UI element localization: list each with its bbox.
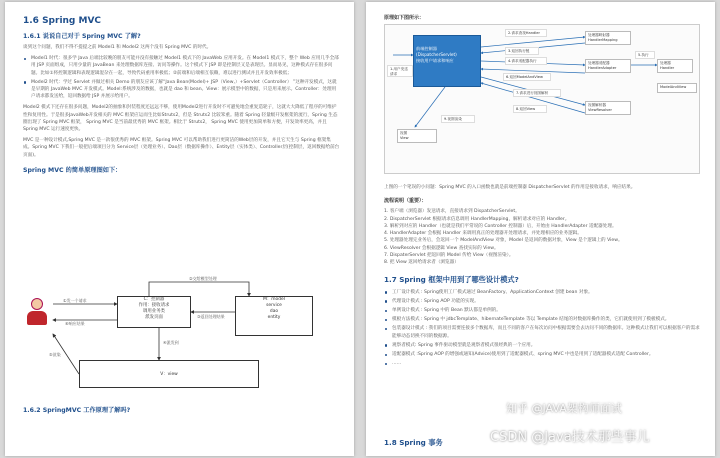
list-item: 8. 把 View 返回给请求者（浏览器） [384,260,459,266]
patterns-list [384,289,704,368]
user-avatar-icon [25,298,49,328]
csdn-watermark: CSDN @Java技术那些事儿 [490,430,650,445]
paragraph: Model2 模式下还存在很多问题，Model2的抽象和封装程度还远远不够，使用Model2进行开发时不可避免地会重复造轮子，这就大大降低了程序的可维护性和复用性。于是很多JavaWeb开发相关的 MVC 框架应运而生比如Struts2，但是 Struts2 比较笨重。随着 Spring 轻量级开发框架的流行，Spring 生态圈出现了 Spring MVC 框架， Spring MVC 是当前最优秀的 MVC 框架。相比于 Struts2， Spring MVC 使用更加简单和方便，开发效率更高，并且 Spring MVC 运行速度更快。 [23,105,338,133]
question-heading: 1.6.1 说说自己对于 Spring MVC 了解? [23,33,141,40]
list-item: 6. ViewResolver 会根据逻辑 View 查找实际的 View。 [384,245,499,251]
list-item: 单例设计模式 : Spring 中的 Bean 默认都是单例的。 [384,307,704,314]
right-page [366,2,715,456]
step-note-4: 4.请求适配器执行 [505,57,547,65]
list-item: 7. DispaterServlet 把返回的 Model 传给 View（视图渲染）。 [384,252,514,258]
list-item: …… [384,360,704,367]
list-item: 2. DispatcherServlet 根据请求信息调用 HandlerMapping，解析请求对应的 Handler。 [384,216,570,222]
label-return: ③返回处理结果 [197,314,225,319]
step-note-2: 2.请求查找Handler [505,29,547,37]
label-dispatch: ④派发到 [163,340,179,345]
label-request: ①发一个请求 [63,298,87,303]
list-item: 工厂设计模式 : Spring使用工厂模式通过 BeanFactory、ApplicationContext 创建 bean 对象。 [384,289,704,296]
step-note-6: 6.返回ModelAndView [503,73,551,81]
step-note-5: 5.执行 [635,51,655,59]
step-note-9: 9.视图渲染 [441,115,475,123]
list-item: 模板方法模式 : Spring 中 jdbcTemplate、hibernateTemplate 等以 Template 结尾的对数据库操作的类，它们就使用到了模板模式。 [384,316,704,323]
step-note-3: 3.返回执行链 [505,47,539,55]
handler-mapping-box: 处理器映射器 HandlerMapping [585,31,631,45]
handler-box: 处理器 Handler [657,59,693,73]
list-item: 适配器模式 :Spring AOP 的增强或通知(Advice)使用到了适配器模式、spring MVC 中也是用到了适配器模式适配 Controller。 [384,351,704,358]
view-box: 视图 View [397,129,437,143]
handler-adapter-box: 处理器适配器 HandlerAdapter [585,59,631,73]
patterns-heading: 1.7 Spring 框架中用到了哪些设计模式? [384,274,519,284]
next-question-heading: 1.6.2 SpringMVC 工作原理了解吗? [23,407,131,414]
view-resolver-box: 视图解析器 ViewResolver [585,101,631,115]
step-note-1: 1.用户发送请求 [387,65,413,77]
list-item: 观察者模式: Spring 事件驱动模型就是观察者模式很经典的一个应用。 [384,342,704,349]
step-note-7: 7.请求进行视图解析 [513,89,561,97]
figure-caption: 上图的一个笔误的小问题：Spring MVC 的入口函数也就是前端控制器 DispatcherServlet 的作用是接收请求，响应结果。 [384,185,636,190]
step-note-8: 8.返回View [513,105,547,113]
view-box: V：view [79,360,259,388]
mvc-diagram [19,274,341,392]
list-item: 包装器设计模式 : 我们的项目需要连接多个数据库，而且不同的客户在每次访问中根据需要会去访问不同的数据库。这种模式让我们可以根据客户的需求能够动态切换不同的数据源。 [384,325,704,339]
label-render: ⑤渲染 [49,352,61,357]
label-call-model: ②交给模型处理 [189,276,217,281]
section-heading-spring-mvc: 1.6 Spring MVC [23,16,102,26]
list-item: 3. 解析到对应的 Handler（也就是我们平常说的 Controller 控制器）后，开始由 HandlerAdapter 适配器处理。 [384,223,617,229]
list-item: 1. 客户端（浏览器）发送请求，直接请求到 DispatcherServlet。 [384,209,520,215]
transaction-heading: 1.8 Spring 事务 [384,438,443,447]
controller-box: C：控制器 作用：接收请求 调用业务类 派发页面 [117,296,191,328]
intro-paragraph: 谈到这个问题，我们不得不提提之前 Model1 和 Model2 这两个没有 Spring MVC 的时代。 [23,45,212,50]
model-era-list [23,55,340,100]
dispatcher-flow-diagram [384,24,700,174]
left-page [5,2,354,456]
paragraph: MVC 是一种设计模式,Spring MVC 是一款很优秀的 MVC 框架。Spring MVC 可以帮助我们进行更简洁的Web层的开发，并且它天生与 Spring 框架集成。Spring MVC 下我们一般把后端项目分为 Service层（处理业务）、Dao层（数据库操作）、Entity层（实体类）、Controller层(控制层，返回数据给前台页面)。 [23,138,340,158]
list-item: 代理设计模式 : Spring AOP 功能的实现。 [384,298,704,305]
figure-title: 原理如下图所示： [384,15,425,21]
dispatcher-servlet-box: 前端控制器 (DispatcherServlet) 接收用户请求和响应 [413,35,481,87]
list-item: Model2 时代：学过 Servlet 并做过相关 Demo 的朋友应该了解“Java Bean(Model)+ JSP（View,）+Servlet（Controller） ”这种开发模式，这就是早期的 JavaWeb MVC 开发模式。Model:系统涉及的数据，也就是 dao 和 bean。View：展示模型中的数据，只是用来展示。Controller：处理用户请求都发送给，返回数据给 JSP 并展示给用户。 [23,79,340,101]
list-item: Model1 时代：很多学 Java 后端比较晚的朋友可能并没有接触过 Model1 模式下的 JavaWeb 应用开发。在 Model1 模式下，整个 Web 应用几乎全部用 JSP 页面组成，只用少量的 JavaBean 来处理数据库连接、访问等操作。这个模式下 JSP 即是控制层又是表现层。显而易见，这种模式存在很多问题。比如①将控制逻辑和表现逻辑混杂在一起，导致代码重用率极低；②前端和后端相互依赖，难以进行测试并且开发效率极低； [23,55,340,77]
label-response: ⑥响应结果 [65,321,85,326]
model-and-view-box: ModelAndView [657,83,697,93]
list-item: 5. 处理器处理完业务后，会返回一个 ModelAndView 对象，Model 是返回的数据对象，View 是个逻辑上的 View。 [384,238,623,244]
steps-title: 流程说明（重要）： [384,198,427,205]
model-box: M：model service dao entity [235,296,313,336]
flow-steps-list [384,208,704,266]
zhihu-watermark: 知乎 @JAVA架构师面试 [506,402,622,415]
list-item: 4. HandlerAdapter 会根据 Handler 来调用真正的处理器开处理请求，并处理相应的业务逻辑。 [384,231,582,237]
diagram-title: Spring MVC 的简单原理图如下： [23,166,122,174]
